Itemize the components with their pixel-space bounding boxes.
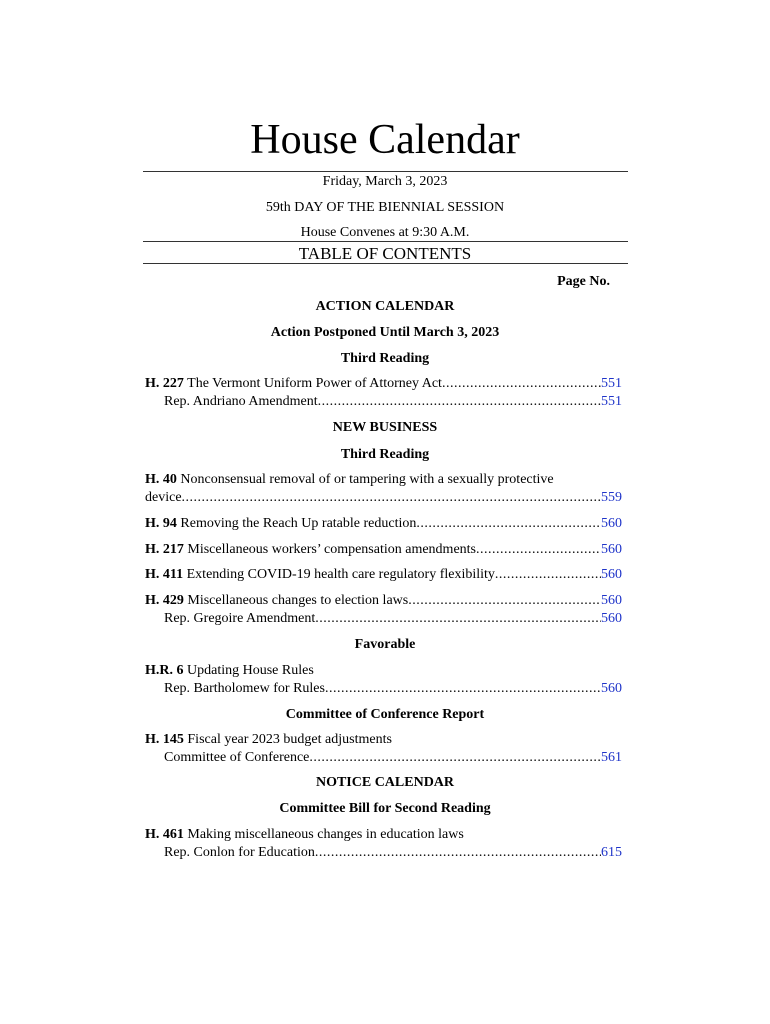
section-third-reading: Third Reading	[340, 351, 430, 366]
dot-leader	[442, 375, 601, 393]
page-link[interactable]: 560	[601, 593, 622, 608]
page-link[interactable]: 560	[601, 567, 622, 582]
committee-label: Rep. Bartholomew for Rules	[164, 681, 325, 696]
toc-top-rule	[143, 241, 628, 242]
dot-leader	[315, 610, 601, 628]
bill-title: Miscellaneous changes to election laws	[183, 593, 409, 608]
bill-title: Nonconsensual removal of or tampering with a sexually protective	[176, 472, 554, 487]
bill-title: Extending COVID-19 health care regulatory flexibility	[183, 567, 495, 582]
bill-number: H. 227	[145, 376, 184, 391]
toc-heading: TABLE OF CONTENTS	[298, 244, 472, 263]
dot-leader	[309, 749, 601, 767]
toc-entry-h461	[145, 826, 622, 862]
page-link[interactable]: 560	[601, 516, 622, 531]
section-action-calendar: ACTION CALENDAR	[315, 299, 455, 314]
page-link[interactable]: 551	[601, 376, 622, 391]
toc-entry-h40	[145, 471, 622, 507]
section-action-postponed: Action Postponed Until March 3, 2023	[270, 325, 500, 340]
committee-label: Rep. Conlon for Education	[164, 845, 315, 860]
toc-entry-h227	[145, 375, 622, 411]
page-link[interactable]: 561	[601, 750, 622, 765]
dot-leader	[495, 566, 601, 584]
bill-number: H. 411	[145, 567, 184, 582]
toc-entry-hr6	[145, 662, 622, 698]
bill-number: H.R. 6	[145, 663, 184, 678]
dot-leader	[318, 393, 601, 411]
bill-title: Fiscal year 2023 budget adjustments	[183, 732, 392, 747]
bill-title: Updating House Rules	[183, 663, 314, 678]
toc-entry-h429	[145, 592, 622, 628]
toc-entry-h217	[145, 541, 622, 559]
bill-number: H. 429	[145, 593, 184, 608]
bill-title: The Vermont Uniform Power of Attorney Act	[183, 376, 442, 391]
convenes-time: House Convenes at 9:30 A.M.	[300, 225, 470, 240]
bill-title: Miscellaneous workers’ compensation amendments	[183, 542, 476, 557]
page-link[interactable]: 615	[601, 845, 622, 860]
page-link[interactable]: 560	[601, 681, 622, 696]
bill-title: Making miscellaneous changes in education laws	[183, 827, 464, 842]
bill-number: H. 94	[145, 516, 177, 531]
section-favorable: Favorable	[354, 637, 416, 652]
page-link[interactable]: 551	[601, 394, 622, 409]
section-conference-report: Committee of Conference Report	[285, 707, 485, 722]
section-notice-calendar: NOTICE CALENDAR	[315, 775, 455, 790]
section-third-reading-2: Third Reading	[340, 447, 430, 462]
dot-leader	[416, 515, 601, 533]
page-link[interactable]: 560	[601, 542, 622, 557]
amendment-label: Rep. Andriano Amendment	[164, 394, 318, 409]
amendment-label: Rep. Gregoire Amendment	[164, 611, 316, 626]
section-new-business: NEW BUSINESS	[332, 420, 438, 435]
bill-number: H. 217	[145, 542, 184, 557]
bill-number: H. 40	[145, 472, 177, 487]
dot-leader	[408, 592, 601, 610]
toc-entry-h94	[145, 515, 622, 533]
bill-number: H. 461	[145, 827, 184, 842]
dot-leader	[182, 489, 601, 507]
page-link[interactable]: 560	[601, 611, 622, 626]
toc-entry-h145	[145, 731, 622, 767]
bill-title: Removing the Reach Up ratable reduction	[176, 516, 417, 531]
calendar-date: Friday, March 3, 2023	[322, 174, 448, 189]
bill-title-continued: device	[145, 490, 182, 505]
toc-bottom-rule	[143, 263, 628, 264]
dot-leader	[476, 541, 601, 559]
dot-leader	[315, 844, 601, 862]
bill-number: H. 145	[145, 732, 184, 747]
page-title: House Calendar	[250, 117, 520, 163]
page-no-label: Page No.	[557, 274, 610, 289]
toc-entry-h411	[145, 566, 622, 584]
committee-label: Committee of Conference	[164, 750, 310, 765]
title-rule	[143, 171, 628, 172]
page-link[interactable]: 559	[601, 490, 622, 505]
dot-leader	[325, 680, 601, 698]
session-day: 59th DAY OF THE BIENNIAL SESSION	[265, 200, 505, 215]
section-committee-bill: Committee Bill for Second Reading	[279, 801, 491, 816]
